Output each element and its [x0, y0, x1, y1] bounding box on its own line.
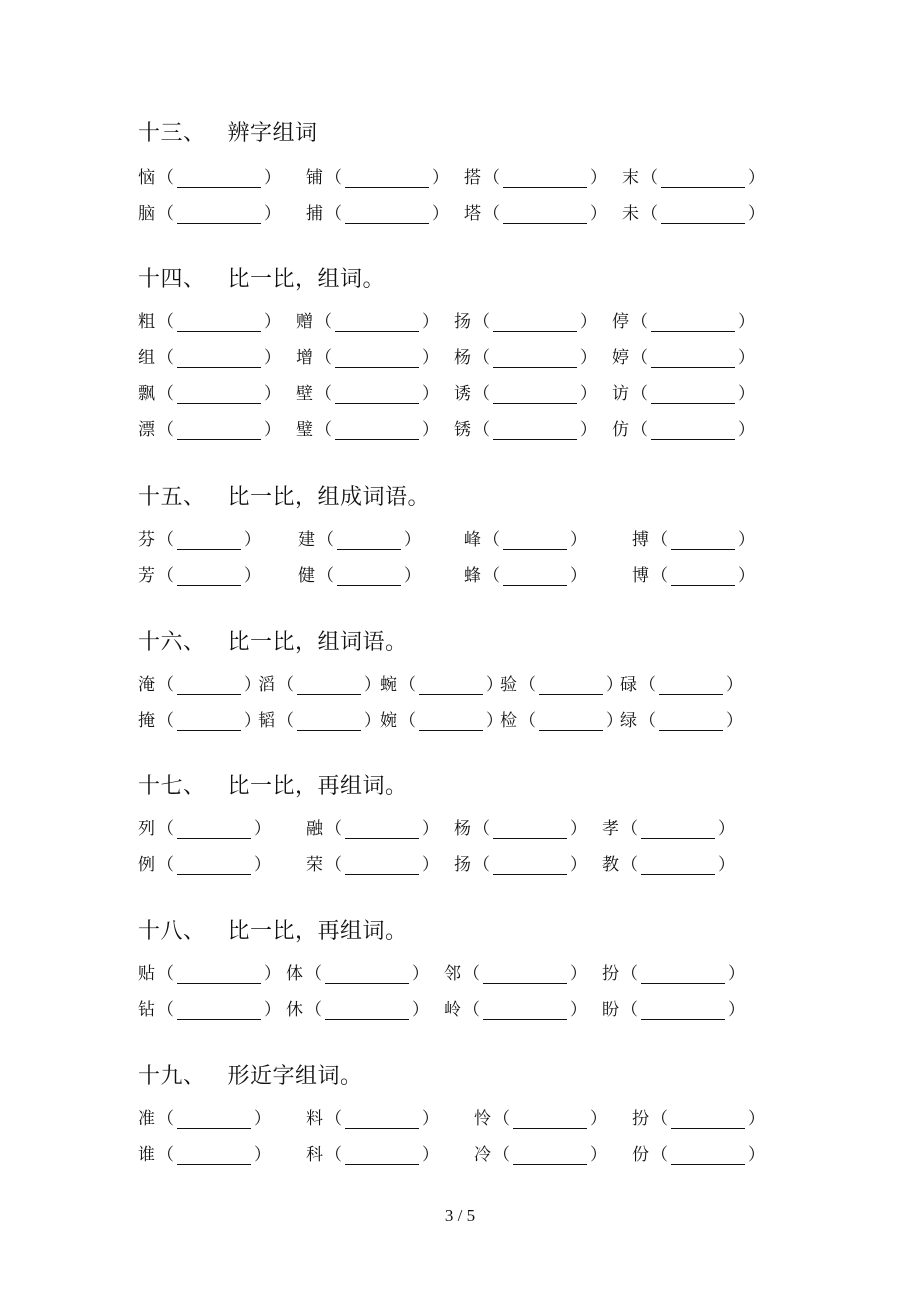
word-item: 芳 （ ）: [138, 562, 263, 590]
word-item: 料 （ ）: [306, 1105, 441, 1133]
char: 婉: [380, 711, 397, 731]
section-18: [138, 918, 778, 1032]
word-item: 体 （ ）: [286, 960, 431, 988]
section-title: 比一比，再组词。: [227, 774, 408, 799]
char: 赠: [296, 312, 313, 332]
section-number: 十六、: [138, 630, 206, 655]
answer-blank[interactable]: [177, 676, 241, 695]
char: 碌: [620, 675, 637, 695]
word-item: 飘 （ ）: [138, 380, 283, 408]
word-item: 搏 （ ）: [632, 526, 757, 554]
word-item: 检 （ ）: [500, 707, 625, 735]
answer-blank[interactable]: [335, 421, 419, 440]
char: 捕: [306, 204, 323, 224]
word-item: 例 （ ）: [138, 851, 273, 879]
section-number: 十八、: [138, 919, 206, 944]
answer-blank[interactable]: [641, 820, 715, 839]
answer-blank[interactable]: [671, 567, 735, 586]
char: 璧: [296, 420, 313, 440]
answer-blank[interactable]: [503, 169, 587, 188]
answer-blank[interactable]: [297, 712, 361, 731]
word-row: [138, 1105, 778, 1141]
answer-blank[interactable]: [177, 349, 261, 368]
section-15: [138, 484, 778, 598]
section-title: 比一比，再组词。: [227, 919, 408, 944]
word-item: 休 （ ）: [286, 996, 431, 1024]
char: 料: [306, 1109, 323, 1129]
char: 蜂: [464, 566, 481, 586]
word-row: [138, 344, 778, 380]
word-item: 捕 （ ）: [306, 200, 451, 228]
word-item: 淹 （ ）: [138, 671, 263, 699]
word-item: 芬 （ ）: [138, 526, 263, 554]
char: 杨: [454, 348, 471, 368]
answer-blank[interactable]: [483, 1001, 567, 1020]
answer-blank[interactable]: [651, 421, 735, 440]
char: 组: [138, 348, 155, 368]
word-item: 扮 （ ）: [602, 960, 747, 988]
char: 搭: [464, 168, 481, 188]
answer-blank[interactable]: [345, 1146, 419, 1165]
answer-blank[interactable]: [335, 313, 419, 332]
char: 末: [622, 168, 639, 188]
word-item: 访 （ ）: [612, 380, 757, 408]
char: 漂: [138, 420, 155, 440]
answer-blank[interactable]: [513, 1146, 587, 1165]
word-row: [138, 308, 778, 344]
word-item: 扬 （ ）: [454, 851, 589, 879]
answer-blank[interactable]: [177, 820, 251, 839]
word-item: 荣 （ ）: [306, 851, 441, 879]
char: 验: [500, 675, 517, 695]
char: 滔: [258, 675, 275, 695]
section-heading: [138, 1063, 778, 1091]
answer-blank[interactable]: [503, 567, 567, 586]
answer-blank[interactable]: [483, 965, 567, 984]
word-item: 未 （ ）: [622, 200, 767, 228]
word-item: 蜂 （ ）: [464, 562, 589, 590]
word-row: [138, 996, 778, 1032]
char: 诱: [454, 384, 471, 404]
word-item: 科 （ ）: [306, 1141, 441, 1169]
word-item: 博 （ ）: [632, 562, 757, 590]
char: 扮: [602, 964, 619, 984]
char: 准: [138, 1109, 155, 1129]
section-title: 形近字组词。: [227, 1064, 363, 1089]
answer-blank[interactable]: [513, 1110, 587, 1129]
char: 休: [286, 1000, 303, 1020]
char: 未: [622, 204, 639, 224]
answer-blank[interactable]: [345, 169, 429, 188]
answer-blank[interactable]: [659, 712, 723, 731]
char: 壁: [296, 384, 313, 404]
word-item: 铺 （ ）: [306, 164, 451, 192]
section-heading: [138, 266, 778, 294]
word-item: 婉 （ ）: [380, 707, 505, 735]
word-item: 健 （ ）: [298, 562, 423, 590]
char: 绿: [620, 711, 637, 731]
char: 邻: [444, 964, 461, 984]
answer-blank[interactable]: [177, 1001, 261, 1020]
char: 蜿: [380, 675, 397, 695]
section-19: [138, 1063, 778, 1177]
char: 搏: [632, 530, 649, 550]
char: 芬: [138, 530, 155, 550]
word-item: 扮 （ ）: [632, 1105, 767, 1133]
char: 贴: [138, 964, 155, 984]
word-item: 份 （ ）: [632, 1141, 767, 1169]
answer-blank[interactable]: [177, 169, 261, 188]
section-title: 辨字组词: [227, 121, 318, 146]
char: 停: [612, 312, 629, 332]
word-item: 冷 （ ）: [474, 1141, 609, 1169]
char: 仿: [612, 420, 629, 440]
answer-blank[interactable]: [177, 421, 261, 440]
char: 健: [298, 566, 315, 586]
word-item: 组 （ ）: [138, 344, 283, 372]
word-item: 建 （ ）: [298, 526, 423, 554]
word-item: 盼 （ ）: [602, 996, 747, 1024]
char: 恼: [138, 168, 155, 188]
char: 孝: [602, 819, 619, 839]
answer-blank[interactable]: [493, 421, 577, 440]
answer-blank[interactable]: [337, 531, 401, 550]
word-item: 搭 （ ）: [464, 164, 609, 192]
char: 铺: [306, 168, 323, 188]
word-row: [138, 1141, 778, 1177]
answer-blank[interactable]: [671, 1110, 745, 1129]
char: 谁: [138, 1145, 155, 1165]
word-item: 滔 （ ）: [258, 671, 383, 699]
answer-blank[interactable]: [177, 567, 241, 586]
word-item: 壁 （ ）: [296, 380, 441, 408]
section-heading: [138, 484, 778, 512]
section-title: 比一比，组成词语。: [227, 485, 431, 510]
word-item: 恼 （ ）: [138, 164, 283, 192]
char: 芳: [138, 566, 155, 586]
answer-blank[interactable]: [641, 856, 715, 875]
char: 盼: [602, 1000, 619, 1020]
answer-blank[interactable]: [177, 205, 261, 224]
answer-blank[interactable]: [177, 856, 251, 875]
word-item: 末 （ ）: [622, 164, 767, 192]
answer-blank[interactable]: [345, 1110, 419, 1129]
word-item: 岭 （ ）: [444, 996, 589, 1024]
word-item: 璧 （ ）: [296, 416, 441, 444]
answer-blank[interactable]: [671, 531, 735, 550]
word-item: 验 （ ）: [500, 671, 625, 699]
char: 锈: [454, 420, 471, 440]
char: 融: [306, 819, 323, 839]
answer-blank[interactable]: [661, 169, 745, 188]
section-number: 十四、: [138, 267, 206, 292]
answer-blank[interactable]: [325, 1001, 409, 1020]
word-item: 孝 （ ）: [602, 815, 737, 843]
char: 钻: [138, 1000, 155, 1020]
section-title: 比一比，组词。: [227, 267, 386, 292]
answer-blank[interactable]: [335, 385, 419, 404]
char: 怜: [474, 1109, 491, 1129]
section-14: [138, 266, 778, 452]
word-item: 漂 （ ）: [138, 416, 283, 444]
word-row: [138, 960, 778, 996]
answer-blank[interactable]: [651, 313, 735, 332]
char: 婷: [612, 348, 629, 368]
answer-blank[interactable]: [177, 712, 241, 731]
char: 例: [138, 855, 155, 875]
section-number: 十七、: [138, 774, 206, 799]
word-item: 列 （ ）: [138, 815, 273, 843]
answer-blank[interactable]: [503, 531, 567, 550]
word-row: [138, 707, 778, 743]
word-item: 赠 （ ）: [296, 308, 441, 336]
word-item: 谁 （ ）: [138, 1141, 273, 1169]
section-heading: [138, 120, 778, 148]
word-item: 邻 （ ）: [444, 960, 589, 988]
word-item: 婷 （ ）: [612, 344, 757, 372]
char: 教: [602, 855, 619, 875]
char: 份: [632, 1145, 649, 1165]
char: 扮: [632, 1109, 649, 1129]
word-item: 粗 （ ）: [138, 308, 283, 336]
page-number: 3 / 5: [444, 1206, 476, 1225]
word-item: 掩 （ ）: [138, 707, 263, 735]
word-row: [138, 851, 778, 887]
word-item: 峰 （ ）: [464, 526, 589, 554]
answer-blank[interactable]: [661, 205, 745, 224]
word-item: 准 （ ）: [138, 1105, 273, 1133]
section-heading: [138, 918, 778, 946]
answer-blank[interactable]: [297, 676, 361, 695]
word-item: 杨 （ ）: [454, 815, 589, 843]
answer-blank[interactable]: [493, 856, 567, 875]
char: 增: [296, 348, 313, 368]
word-item: 贴 （ ）: [138, 960, 283, 988]
answer-blank[interactable]: [177, 1110, 251, 1129]
answer-blank[interactable]: [419, 676, 483, 695]
word-item: 碌 （ ）: [620, 671, 745, 699]
word-item: 韬 （ ）: [258, 707, 383, 735]
answer-blank[interactable]: [177, 531, 241, 550]
answer-blank[interactable]: [345, 820, 419, 839]
section-heading: [138, 773, 778, 801]
word-item: 停 （ ）: [612, 308, 757, 336]
word-item: 锈 （ ）: [454, 416, 599, 444]
word-item: 脑 （ ）: [138, 200, 283, 228]
section-16: [138, 629, 778, 743]
answer-blank[interactable]: [325, 965, 409, 984]
char: 峰: [464, 530, 481, 550]
char: 冷: [474, 1145, 491, 1165]
word-row: [138, 416, 778, 452]
answer-blank[interactable]: [337, 567, 401, 586]
char: 掩: [138, 711, 155, 731]
answer-blank[interactable]: [671, 1146, 745, 1165]
answer-blank[interactable]: [345, 205, 429, 224]
answer-blank[interactable]: [641, 965, 725, 984]
char: 访: [612, 384, 629, 404]
word-item: 教 （ ）: [602, 851, 737, 879]
char: 扬: [454, 855, 471, 875]
word-item: 蜿 （ ）: [380, 671, 505, 699]
section-13: [138, 120, 778, 236]
section-number: 十九、: [138, 1064, 206, 1089]
char: 飘: [138, 384, 155, 404]
word-item: 诱 （ ）: [454, 380, 599, 408]
word-row: [138, 562, 778, 598]
word-row: [138, 526, 778, 562]
answer-blank[interactable]: [539, 712, 603, 731]
word-item: 扬 （ ）: [454, 308, 599, 336]
char: 脑: [138, 204, 155, 224]
answer-blank[interactable]: [659, 676, 723, 695]
answer-blank[interactable]: [177, 965, 261, 984]
word-item: 绿 （ ）: [620, 707, 745, 735]
word-item: 仿 （ ）: [612, 416, 757, 444]
char: 荣: [306, 855, 323, 875]
answer-blank[interactable]: [177, 385, 261, 404]
answer-blank[interactable]: [651, 385, 735, 404]
char: 粗: [138, 312, 155, 332]
char: 韬: [258, 711, 275, 731]
answer-blank[interactable]: [641, 1001, 725, 1020]
answer-blank[interactable]: [539, 676, 603, 695]
word-row: [138, 380, 778, 416]
word-item: 融 （ ）: [306, 815, 441, 843]
word-row: [138, 815, 778, 851]
char: 建: [298, 530, 315, 550]
word-row: [138, 164, 778, 200]
word-item: 钻 （ ）: [138, 996, 283, 1024]
char: 列: [138, 819, 155, 839]
section-title: 比一比，组词语。: [227, 630, 408, 655]
answer-blank[interactable]: [503, 205, 587, 224]
word-item: 塔 （ ）: [464, 200, 609, 228]
answer-blank[interactable]: [493, 820, 567, 839]
char: 岭: [444, 1000, 461, 1020]
answer-blank[interactable]: [493, 385, 577, 404]
answer-blank[interactable]: [177, 313, 261, 332]
char: 塔: [464, 204, 481, 224]
section-number: 十三、: [138, 121, 206, 146]
answer-blank[interactable]: [345, 856, 419, 875]
char: 检: [500, 711, 517, 731]
char: 扬: [454, 312, 471, 332]
answer-blank[interactable]: [419, 712, 483, 731]
answer-blank[interactable]: [335, 349, 419, 368]
answer-blank[interactable]: [493, 349, 577, 368]
answer-blank[interactable]: [493, 313, 577, 332]
word-row: [138, 200, 778, 236]
answer-blank[interactable]: [177, 1146, 251, 1165]
word-item: 杨 （ ）: [454, 344, 599, 372]
char: 淹: [138, 675, 155, 695]
char: 博: [632, 566, 649, 586]
section-heading: [138, 629, 778, 657]
word-row: [138, 671, 778, 707]
char: 体: [286, 964, 303, 984]
word-item: 增 （ ）: [296, 344, 441, 372]
char: 杨: [454, 819, 471, 839]
section-number: 十五、: [138, 485, 206, 510]
section-17: [138, 773, 778, 887]
char: 科: [306, 1145, 323, 1165]
word-item: 怜 （ ）: [474, 1105, 609, 1133]
answer-blank[interactable]: [651, 349, 735, 368]
